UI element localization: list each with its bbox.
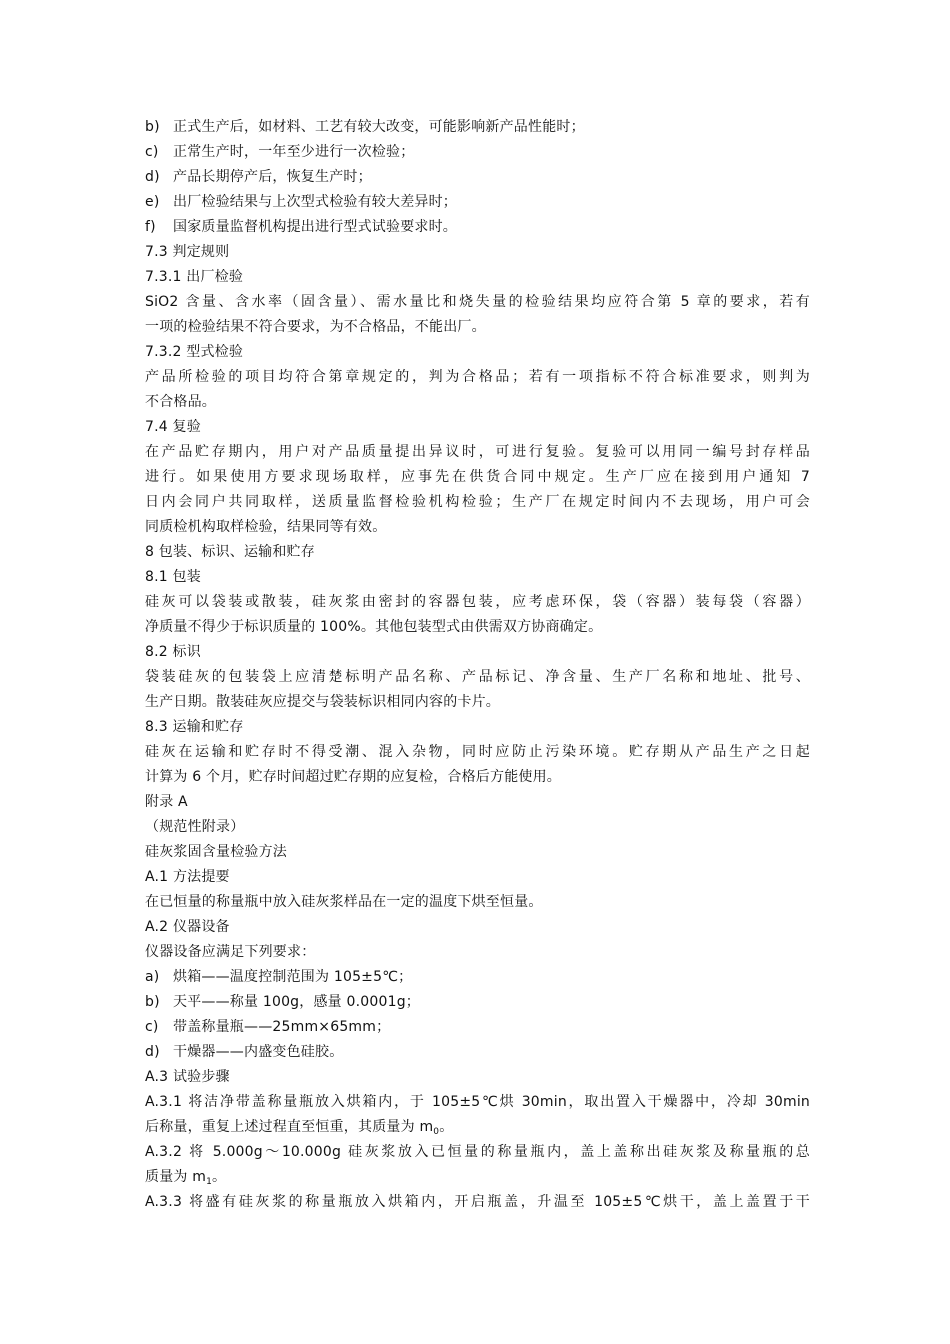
paragraph-line: 不合格品。 (145, 394, 216, 410)
list-marker: b) (145, 994, 160, 1010)
section-heading: A.3 试验步骤 (145, 1069, 230, 1085)
paragraph-line: 同质检机构取样检验，结果同等有效。 (145, 519, 387, 535)
paragraph-text: 。 (212, 1169, 227, 1185)
list-text: 干燥器——内盛变色硅胶。 (173, 1044, 344, 1060)
section-heading: 8.3 运输和贮存 (145, 719, 244, 735)
list-marker: d) (145, 169, 160, 185)
list-marker: e) (145, 194, 160, 210)
section-heading: 8.1 包装 (145, 569, 201, 585)
paragraph-line: 进行。如果使用方要求现场取样，应事先在供货合同中规定。生产厂应在接到用户通知 7 (145, 469, 810, 485)
section-heading: A.2 仪器设备 (145, 919, 230, 935)
list-item (145, 190, 810, 215)
list-text: 烘箱——温度控制范围为 105±5℃； (173, 969, 413, 985)
paragraph-line: 日内会同户共同取样，送质量监督检验机构检验；生产厂在规定时间内不去现场，用户可会 (145, 494, 810, 510)
paragraph-text: 质量为 m (145, 1169, 207, 1185)
appendix-name: 硅灰浆固含量检验方法 (145, 844, 287, 860)
subscript: 1 (206, 1177, 213, 1187)
section-heading: A.1 方法提要 (145, 869, 230, 885)
list-item (145, 1015, 810, 1040)
paragraph-line: 在已恒量的称量瓶中放入硅灰浆样品在一定的温度下烘至恒量。 (145, 894, 543, 910)
section-heading: 8.2 标识 (145, 644, 201, 660)
list-text: 正常生产时，一年至少进行一次检验； (173, 144, 415, 160)
paragraph-line: 计算为 6 个月，贮存时间超过贮存期的应复检，合格后方能使用。 (145, 769, 562, 785)
subscript: 0 (433, 1127, 440, 1137)
paragraph-line: 产品所检验的项目均符合第章规定的，判为合格品；若有一项指标不符合标准要求，则判为 (145, 369, 810, 385)
paragraph-line: 生产日期。散装硅灰应提交与袋装标识相同内容的卡片。 (145, 694, 500, 710)
list-item (145, 215, 810, 240)
paragraph-line: SiO2 含量、含水率（固含量）、需水量比和烧失量的检验结果均应符合第 5 章的要求，若有 (145, 294, 810, 310)
list-text: 天平——称量 100g，感量 0.0001g； (173, 994, 420, 1010)
document-page (145, 115, 810, 1215)
paragraph-line: 袋装硅灰的包装袋上应清楚标明产品名称、产品标记、净含量、生产厂名称和地址、批号、 (145, 669, 810, 685)
paragraph-text: 。 (439, 1119, 454, 1135)
list-text: 正式生产后，如材料、工艺有较大改变，可能影响新产品性能时； (173, 119, 585, 135)
list-item (145, 1040, 810, 1065)
paragraph-line (145, 1165, 810, 1190)
list-text: 带盖称量瓶——25mm×65mm； (173, 1019, 391, 1035)
list-marker: c) (145, 144, 159, 160)
appendix-title: 附录 A (145, 794, 188, 810)
paragraph-line: 硅灰可以袋装或散装，硅灰浆由密封的容器包装，应考虑环保，袋（容器）装每袋（容器） (145, 594, 810, 610)
list-marker: f) (145, 219, 156, 235)
list-item (145, 990, 810, 1015)
list-text: 出厂检验结果与上次型式检验有较大差异时； (173, 194, 457, 210)
subsection-heading: 7.3.1 出厂检验 (145, 269, 244, 285)
paragraph-line: 仪器设备应满足下列要求： (145, 944, 316, 960)
list-marker: c) (145, 1019, 159, 1035)
paragraph-line (145, 1115, 810, 1140)
list-marker: a) (145, 969, 160, 985)
list-item (145, 965, 810, 990)
subsection-heading: 7.3.2 型式检验 (145, 344, 244, 360)
paragraph-line: 净质量不得少于标识质量的 100%。其他包装型式由供需双方协商确定。 (145, 619, 603, 635)
paragraph-text: 后称量，重复上述过程直至恒重，其质量为 m (145, 1119, 434, 1135)
section-heading: 7.3 判定规则 (145, 244, 230, 260)
list-text: 产品长期停产后，恢复生产时； (173, 169, 372, 185)
paragraph-line: A.3.3 将盛有硅灰浆的称量瓶放入烘箱内，开启瓶盖，升温至 105±5℃烘干，盖上盖置于干 (145, 1194, 810, 1210)
list-marker: d) (145, 1044, 160, 1060)
paragraph-line: A.3.2 将 5.000g～10.000g 硅灰浆放入已恒量的称量瓶内，盖上盖称出硅灰浆及称量瓶的总 (145, 1144, 810, 1160)
list-item (145, 165, 810, 190)
chapter-heading: 8 包装、标识、运输和贮存 (145, 544, 315, 560)
list-text: 国家质量监督机构提出进行型式试验要求时。 (173, 219, 457, 235)
appendix-type: （规范性附录） (145, 819, 245, 835)
paragraph-line: A.3.1 将洁净带盖称量瓶放入烘箱内，于 105±5℃烘 30min，取出置入干燥器中，冷却 30min (145, 1094, 810, 1110)
paragraph-line: 在产品贮存期内，用户对产品质量提出异议时，可进行复验。复验可以用同一编号封存样品 (145, 444, 810, 460)
list-item (145, 140, 810, 165)
list-marker: b) (145, 119, 160, 135)
list-item (145, 115, 810, 140)
paragraph-line: 一项的检验结果不符合要求，为不合格品，不能出厂。 (145, 319, 486, 335)
section-heading: 7.4 复验 (145, 419, 201, 435)
paragraph-line: 硅灰在运输和贮存时不得受潮、混入杂物，同时应防止污染环境。贮存期从产品生产之日起 (145, 744, 810, 760)
